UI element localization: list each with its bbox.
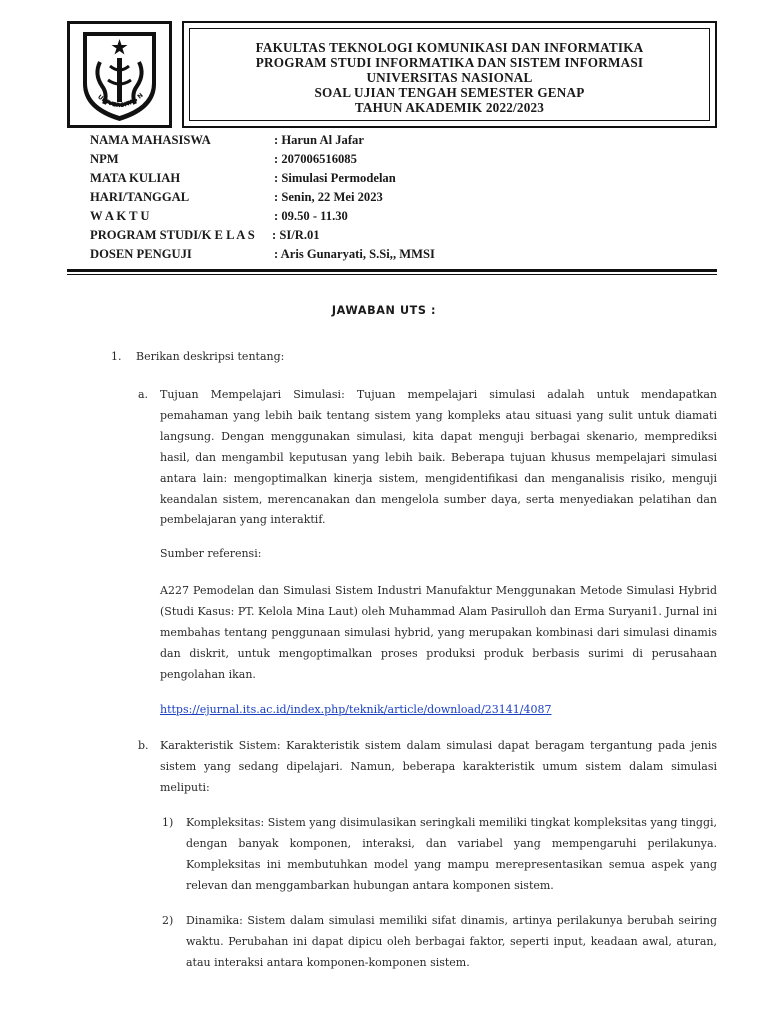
header-line: SOAL UJIAN TENGAH SEMESTER GENAP <box>314 85 585 100</box>
info-label: PROGRAM STUDI/K E L A S <box>90 228 255 242</box>
info-label: MATA KULIAH <box>90 171 181 185</box>
info-value: : SI/R.01 <box>272 228 320 242</box>
header-line: PROGRAM STUDI INFORMATIKA DAN SISTEM INFORMASI <box>255 55 644 70</box>
info-label: W A K T U <box>90 209 150 223</box>
answer-title: JAWABAN UTS : <box>331 304 437 317</box>
university-logo <box>67 21 172 128</box>
reference-label: Sumber referensi: <box>160 547 262 560</box>
info-value: : 207006516085 <box>274 152 357 166</box>
header-box <box>182 21 717 128</box>
info-label: NPM <box>90 152 119 166</box>
divider-thin <box>67 274 717 275</box>
info-value: : Aris Gunaryati, S.Si,, MMSI <box>274 247 435 261</box>
question-text: Berikan deskripsi tentang: <box>136 350 285 363</box>
answer-a-text: Tujuan Mempelajari Simulasi: Tujuan mempelajari simulasi adalah untuk mendapatkan pemahaman yang lebih baik tentang sistem yang kompleks atau situasi yang sulit untuk diamati langsung. Dengan menggunakan simulasi, kita dapat menguji berbagai skenario, memprediksi hasil, dan mengambil keputusan yang lebih baik. Beberapa tujuan khusus mempelajari simulasi antara lain: mengoptimalkan kinerja sistem, mengidentifikasi dan menganalisis risiko, menguji keandalan sistem, merencanakan dan mengelola sumber daya, serta menyediakan pelatihan dan pembelajaran yang interaktif. <box>160 388 717 527</box>
info-label: DOSEN PENGUJI <box>90 247 192 261</box>
subitem-marker: 2) <box>162 914 174 927</box>
header-line: UNIVERSITAS NASIONAL <box>366 70 533 85</box>
answer-b-text: Karakteristik Sistem: Karakteristik sistem dalam simulasi dapat beragam tergantung pada jenis sistem yang sedang dipelajari. Namun, beberapa karakteristik umum sistem dalam simulasi meliputi: <box>160 739 717 794</box>
header-line: TAHUN AKADEMIK 2022/2023 <box>354 100 545 115</box>
reference-link[interactable]: https://ejurnal.its.ac.id/index.php/teknik/article/download/23141/4087 <box>160 703 552 716</box>
item-marker: b. <box>138 739 149 752</box>
info-value: : Simulasi Permodelan <box>274 171 396 185</box>
header-line: FAKULTAS TEKNOLOGI KOMUNIKASI DAN INFORMATIKA <box>255 40 644 55</box>
question-number: 1. <box>111 350 122 363</box>
info-label: HARI/TANGGAL <box>90 190 190 204</box>
subitem-text: Kompleksitas: Sistem yang disimulasikan seringkali memiliki tingkat kompleksitas yang tinggi, dengan banyak komponen, interaksi, dan variabel yang mempengaruhi perilakunya. Kompleksitas ini membutuhkan model yang mampu merepresentasikan semua aspek yang relevan dan menggambarkan hubungan antara komponen sistem. <box>186 816 717 892</box>
info-label: NAMA MAHASISWA <box>90 133 211 147</box>
header-title <box>190 40 709 115</box>
subitem-text: Dinamika: Sistem dalam simulasi memiliki sifat dinamis, artinya perilakunya berubah seiring waktu. Perubahan ini dapat dipicu oleh berbagai faktor, seperti input, keadaan awal, aturan, atau interaksi antara komponen-komponen sistem. <box>186 914 717 969</box>
info-value: : Harun Al Jafar <box>274 133 364 147</box>
info-value: : 09.50 - 11.30 <box>274 209 348 223</box>
logo-caption: UNIVERSITAS N <box>96 91 145 110</box>
item-marker: a. <box>138 388 149 401</box>
info-value: : Senin, 22 Mei 2023 <box>274 190 383 204</box>
shield-emblem-icon <box>70 24 169 125</box>
reference-text: A227 Pemodelan dan Simulasi Sistem Industri Manufaktur Menggunakan Metode Simulasi Hybrid (Studi Kasus: PT. Kelola Mina Laut) oleh Muhammad Alam Pasirulloh dan Erma Suryani1. Jurnal ini membahas tentang penggunaan simulasi hybrid, yang merupakan kombinasi dari simulasi dinamis dan diskrit, untuk mengoptimalkan proses produksi produk berbasis surimi di perusahaan pengolahan ikan. <box>160 584 717 681</box>
divider-thick <box>67 269 717 272</box>
subitem-marker: 1) <box>162 816 174 829</box>
